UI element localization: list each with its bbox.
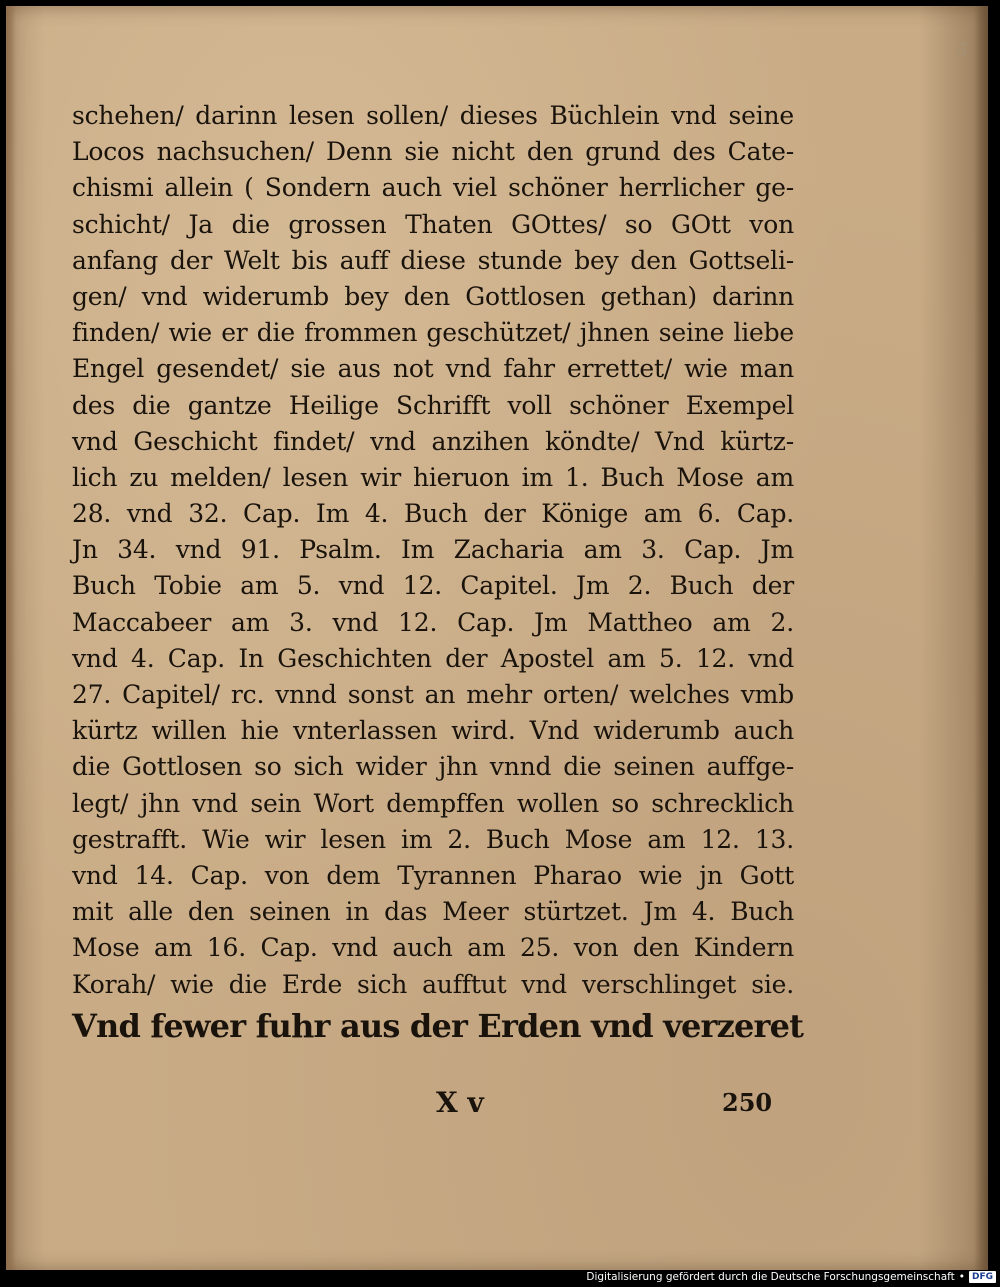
text-line-large: Vnd fewer fuhr aus der Erden vnd verzeret xyxy=(72,1006,804,1045)
text-line: Maccabeer am 3. vnd 12. Cap. Jm Mattheo am 2. xyxy=(72,607,794,637)
page-right-shadow xyxy=(974,6,988,1270)
text-line: Mose am 16. Cap. vnd auch am 25. von den Kindern xyxy=(72,933,794,963)
text-line: schehen/ darinn lesen sollen/ dieses Büchlein vnd seine xyxy=(72,101,794,130)
text-line: die Gottlosen so sich wider jhn vnnd die seinen auffge- xyxy=(72,752,794,782)
text-line: Buch Tobie am 5. vnd 12. Capitel. Jm 2. Buch der xyxy=(72,571,794,601)
text-line: vnd Geschicht findet/ vnd anzihen köndte/ Vnd kürtz- xyxy=(72,426,794,456)
text-line: gen/ vnd widerumb bey den Gottlosen gethan) darinn xyxy=(72,281,794,311)
digitization-footer xyxy=(586,1270,996,1284)
text-line: gestrafft. Wie wir lesen im 2. Buch Mose am 12. 13. xyxy=(72,824,794,854)
text-line: 27. Capitel/ rc. vnnd sonst an mehr orten/ welches vmb xyxy=(72,680,794,709)
text-line: des die gantze Heilige Schrifft voll schöner Exempel xyxy=(72,390,794,420)
text-line: kürtz willen hie vnterlassen wird. Vnd widerumb auch xyxy=(72,716,794,746)
page-left-shadow xyxy=(6,6,16,1270)
text-line: vnd 4. Cap. In Geschichten der Apostel am 5. 12. vnd xyxy=(72,643,794,673)
folio-mark: 5 xyxy=(956,40,968,61)
catchword-page-number: 250 xyxy=(722,1088,773,1117)
text-line: 28. vnd 32. Cap. Im 4. Buch der Könige am 6. Cap. xyxy=(72,499,794,529)
dfg-logo-icon: DFG xyxy=(969,1271,996,1283)
text-line: Engel gesendet/ sie aus not vnd fahr errettet/ wie man xyxy=(72,354,794,384)
text-line: anfang der Welt bis auff diese stunde bey den Gottseli- xyxy=(72,245,794,275)
footer-credit: Digitalisierung gefördert durch die Deutsche Forschungsgemeinschaft xyxy=(586,1271,955,1283)
text-line: mit alle den seinen in das Meer stürtzet. Jm 4. Buch xyxy=(72,897,794,927)
text-line: lich zu melden/ lesen wir hieruon im 1. Buch Mose am xyxy=(72,462,794,492)
text-line: Korah/ wie die Erde sich aufftut vnd verschlinget sie. xyxy=(72,969,794,999)
footer-separator: • xyxy=(958,1271,965,1283)
text-line: vnd 14. Cap. von dem Tyrannen Pharao wie jn Gott xyxy=(72,860,794,890)
page-text-block xyxy=(72,98,804,1049)
text-line: Locos nachsuchen/ Denn sie nicht den grund des Cate- xyxy=(72,137,794,167)
text-line: finden/ wie er die frommen geschützet/ jhnen seine liebe xyxy=(72,318,794,348)
signature-mark: X v xyxy=(436,1086,484,1119)
book-page xyxy=(6,6,988,1270)
text-line: schicht/ Ja die grossen Thaten GOttes/ so GOtt von xyxy=(72,209,794,239)
text-line: chismi allein ( Sondern auch viel schöner herrlicher ge- xyxy=(72,173,794,203)
text-line: Jn 34. vnd 91. Psalm. Im Zacharia am 3. Cap. Jm xyxy=(72,535,794,565)
text-line: legt/ jhn vnd sein Wort dempffen wollen so schrecklich xyxy=(72,788,794,818)
